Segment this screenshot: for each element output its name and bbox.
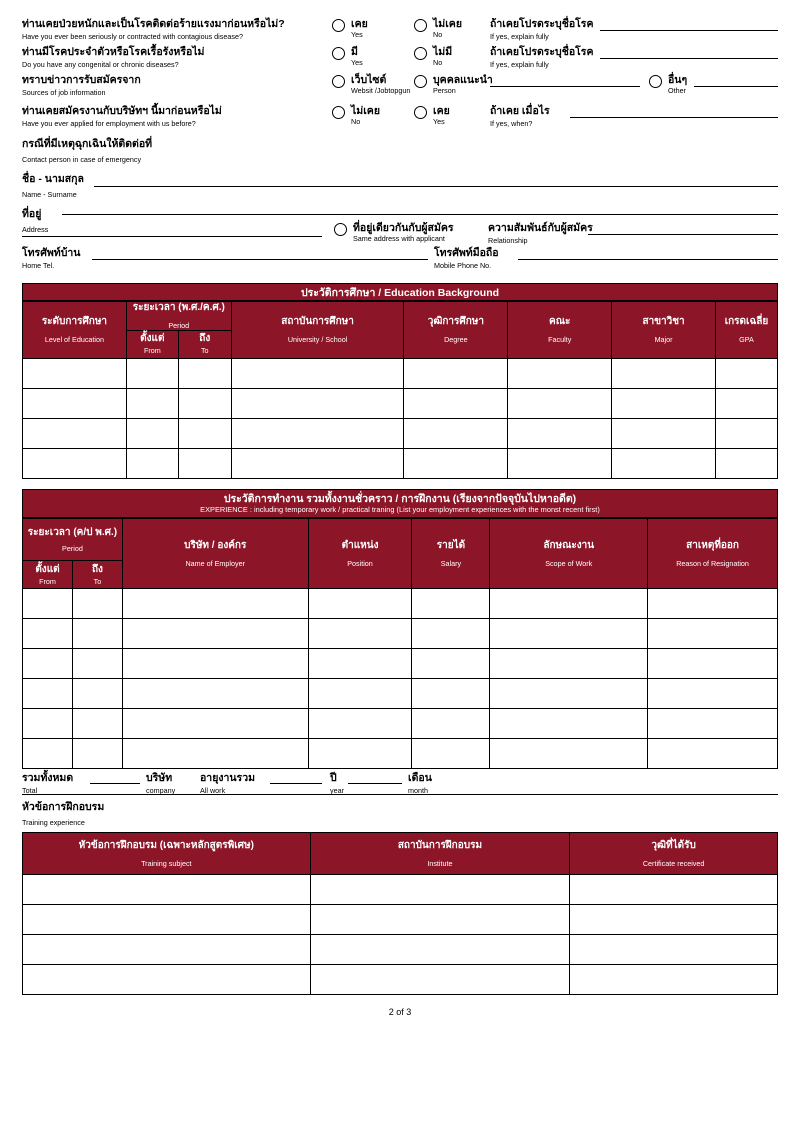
cell-to[interactable] [72, 679, 122, 709]
cell-to[interactable] [178, 358, 231, 388]
cell-certificate[interactable] [570, 965, 778, 995]
col-from-en: From [39, 577, 56, 587]
col-faculty [508, 302, 612, 359]
question-text-th: ท่านเคยป่วยหนักและเป็นโรคติดต่อร้ายแรงมาก่อนหรือไม่? [22, 18, 285, 30]
cell-from[interactable] [23, 709, 73, 739]
cell-employer[interactable] [122, 709, 308, 739]
table-row[interactable] [23, 619, 778, 649]
table-header-row [23, 833, 778, 875]
year-label-en: year [330, 786, 344, 796]
col-salary-en: Salary [440, 558, 462, 568]
cell-faculty[interactable] [508, 358, 612, 388]
followup-en: If yes, when? [490, 119, 533, 129]
cell-gpa[interactable] [715, 418, 777, 448]
col-period-to [72, 561, 122, 589]
col-training-subject [23, 833, 311, 875]
option-label-en: Other [668, 86, 686, 95]
option-label-en: Websit /Jobtopgun [351, 86, 411, 95]
table-row[interactable] [23, 358, 778, 388]
col-level-th: ระดับการศึกษา [41, 316, 108, 328]
same-address-label-th: ที่อยู่เดียวกันกับผู้สมัคร [353, 222, 454, 234]
question-row [22, 18, 778, 46]
emergency-address-label-en: Address [22, 225, 49, 234]
option-label-en: No [433, 30, 443, 39]
col-period-to [178, 330, 231, 358]
table-row[interactable] [23, 649, 778, 679]
cell-certificate[interactable] [570, 905, 778, 935]
option-label-th: เคย [351, 18, 368, 30]
cell-position[interactable] [308, 739, 412, 769]
cell-from[interactable] [126, 418, 178, 448]
col-period-en: Period [62, 543, 83, 553]
col-scope [490, 519, 648, 589]
followup-th: ถ้าเคย เมื่อไร [490, 105, 550, 117]
table-row[interactable] [23, 905, 778, 935]
col-from-th: ตั้งแต่ [140, 332, 165, 344]
cell-employer[interactable] [122, 679, 308, 709]
col-period [126, 302, 231, 331]
col-period-th: ระยะเวลา (พ.ศ./ค.ศ.) [132, 302, 225, 314]
table-row[interactable] [23, 935, 778, 965]
total-company-line[interactable] [90, 783, 140, 784]
cell-from[interactable] [23, 649, 73, 679]
col-reason-th: สาเหตุที่ออก [686, 540, 739, 552]
col-scope-en: Scope of Work [545, 558, 593, 568]
table-row[interactable] [23, 679, 778, 709]
cell-level[interactable] [23, 448, 127, 478]
question-text-th: ท่านมีโรคประจำตัวหรือโรคเรื้อรังหรือไม่ [22, 46, 205, 58]
radio-icon[interactable] [332, 19, 345, 32]
option-label-th: ไม่มี [433, 46, 453, 58]
cell-school[interactable] [231, 448, 404, 478]
col-faculty-th: คณะ [549, 316, 571, 328]
cell-reason[interactable] [648, 679, 778, 709]
cell-reason[interactable] [648, 709, 778, 739]
year-label [330, 772, 344, 795]
cell-subject[interactable] [23, 965, 311, 995]
option-label-th: เว็บไซต์ [351, 74, 387, 86]
option-label-en: Yes [433, 117, 445, 126]
allwork-label [200, 772, 255, 795]
option-label-en: Yes [351, 58, 363, 67]
allwork-label-en: All work [200, 786, 226, 796]
col-major-en: Major [654, 334, 673, 344]
education-table [22, 301, 778, 479]
question-text-en: Have you ever applied for employment with us before? [22, 119, 196, 129]
company-label-en: company [146, 786, 176, 796]
col-salary-th: รายได้ [436, 540, 466, 552]
col-gpa [715, 302, 777, 359]
cell-school[interactable] [231, 388, 404, 418]
col-school [231, 302, 404, 359]
followup-th: ถ้าเคยโปรดระบุชื่อโรค [490, 46, 594, 58]
question-label [22, 105, 322, 128]
col-period-from [23, 561, 73, 589]
cell-reason[interactable] [648, 619, 778, 649]
cell-school[interactable] [231, 418, 404, 448]
col-degree [404, 302, 508, 359]
question-row [22, 105, 778, 133]
col-institute [310, 833, 570, 875]
emergency-title-th: กรณีที่มีเหตุฉุกเฉินให้ติดต่อที่ [22, 138, 153, 150]
allwork-year-line[interactable] [270, 783, 322, 784]
cell-level[interactable] [23, 388, 127, 418]
emergency-title-en: Contact person in case of emergency [22, 155, 142, 164]
emergency-address-line-2[interactable] [22, 236, 322, 237]
company-label-th: บริษัท [146, 772, 173, 785]
cell-position[interactable] [308, 589, 412, 619]
experience-total-row [22, 772, 778, 796]
cell-from[interactable] [23, 679, 73, 709]
month-label-th: เดือน [408, 772, 432, 785]
col-period [23, 519, 123, 561]
relationship-label-th: ความสัมพันธ์กับผู้สมัคร [488, 222, 593, 234]
col-school-th: สถาบันการศึกษา [281, 316, 354, 328]
cell-reason[interactable] [648, 589, 778, 619]
col-certificate-th: วุฒิที่ได้รับ [651, 840, 696, 852]
home-tel-label-th: โทรศัพท์บ้าน [22, 247, 81, 259]
cell-gpa[interactable] [715, 388, 777, 418]
table-row[interactable] [23, 739, 778, 769]
cell-scope[interactable] [490, 679, 648, 709]
option-label-en: Person [433, 86, 456, 95]
cell-school[interactable] [231, 358, 404, 388]
col-employer [122, 519, 308, 589]
col-degree-th: วุฒิการศึกษา [427, 316, 485, 328]
emergency-address-line-1[interactable] [62, 214, 778, 215]
month-label [408, 772, 432, 795]
total-label-en: Total [22, 786, 38, 796]
cell-degree[interactable] [404, 358, 508, 388]
col-gpa-en: GPA [739, 334, 754, 344]
radio-icon[interactable] [334, 223, 347, 236]
training-title-th: หัวข้อการฝึกอบรม [22, 801, 105, 814]
mobile-label-en: Mobile Phone No. [434, 261, 492, 271]
mobile-label-th: โทรศัพท์มือถือ [434, 247, 499, 259]
cell-scope[interactable] [490, 709, 648, 739]
table-row[interactable] [23, 418, 778, 448]
option-label-en: No [433, 58, 443, 67]
question-label [22, 46, 322, 69]
col-to-en: To [93, 577, 102, 587]
col-employer-th: บริษัท / องค์กร [184, 540, 247, 552]
cell-from[interactable] [126, 448, 178, 478]
col-major [612, 302, 716, 359]
cell-from[interactable] [23, 589, 73, 619]
cell-to[interactable] [72, 739, 122, 769]
cell-gpa[interactable] [715, 448, 777, 478]
question-text-en: Have you ever been seriously or contracted with contagious disease? [22, 32, 243, 42]
col-degree-en: Degree [444, 334, 468, 344]
cell-subject[interactable] [23, 875, 311, 905]
question-text-en: Sources of job information [22, 88, 106, 98]
cell-certificate[interactable] [570, 875, 778, 905]
cell-institute[interactable] [310, 875, 570, 905]
col-salary [412, 519, 490, 589]
cell-position[interactable] [308, 709, 412, 739]
cell-salary[interactable] [412, 619, 490, 649]
relationship-label [488, 222, 593, 245]
col-reason [648, 519, 778, 589]
question-label [22, 74, 322, 97]
cell-salary[interactable] [412, 679, 490, 709]
relationship-line[interactable] [588, 234, 778, 235]
radio-icon[interactable] [332, 106, 345, 119]
cell-to[interactable] [72, 709, 122, 739]
training-title-en: Training experience [22, 818, 85, 828]
mobile-line[interactable] [518, 259, 778, 260]
total-label [22, 772, 73, 795]
month-label-en: month [408, 786, 428, 796]
radio-icon[interactable] [332, 47, 345, 60]
followup-en: If yes, explain fully [490, 60, 549, 70]
question-row [22, 74, 778, 105]
cell-salary[interactable] [412, 739, 490, 769]
col-employer-en: Name of Employer [185, 558, 245, 568]
table-row[interactable] [23, 589, 778, 619]
experience-table [22, 518, 778, 769]
cell-reason[interactable] [648, 649, 778, 679]
education-banner-text: ประวัติการศึกษา / Education Background [300, 287, 500, 299]
emergency-name-label-en: Name - Surname [22, 190, 77, 199]
col-period-th: ระยะเวลา (ค/ป พ.ศ.) [27, 527, 118, 539]
experience-banner-th: ประวัติการทำงาน รวมทั้งงานชั่วคราว / การฝึกงาน (เรียงจากปัจจุบันไปหาอดีต) [223, 492, 577, 505]
cell-to[interactable] [178, 418, 231, 448]
col-period-from [126, 330, 178, 358]
cell-faculty[interactable] [508, 418, 612, 448]
answer-line[interactable] [490, 86, 640, 87]
mobile-label [434, 247, 499, 270]
question-label [22, 18, 322, 41]
cell-salary[interactable] [412, 589, 490, 619]
table-row[interactable] [23, 875, 778, 905]
home-tel-label [22, 247, 80, 270]
emergency-name-label-th: ชื่อ - นามสกุล [22, 173, 84, 185]
col-position [308, 519, 412, 589]
cell-scope[interactable] [490, 589, 648, 619]
option-label-th: เคย [433, 105, 450, 117]
option-label-en: Yes [351, 30, 363, 39]
followup [490, 105, 550, 128]
training-table [22, 832, 778, 995]
question-text-en: Do you have any congenital or chronic diseases? [22, 60, 179, 70]
cell-major[interactable] [612, 418, 716, 448]
cell-degree[interactable] [404, 448, 508, 478]
radio-icon[interactable] [332, 75, 345, 88]
cell-to[interactable] [178, 448, 231, 478]
option-label-th: มี [351, 46, 358, 58]
cell-level[interactable] [23, 418, 127, 448]
questions-section [22, 18, 778, 133]
question-row [22, 46, 778, 74]
table-row[interactable] [23, 709, 778, 739]
same-address-label-en: Same address with applicant [353, 234, 445, 243]
allwork-month-line[interactable] [348, 783, 402, 784]
col-faculty-en: Faculty [548, 334, 572, 344]
radio-icon[interactable] [414, 19, 427, 32]
col-to-en: To [200, 346, 209, 356]
followup [490, 18, 593, 41]
col-from-en: From [143, 346, 161, 356]
cell-reason[interactable] [648, 739, 778, 769]
col-certificate [570, 833, 778, 875]
cell-subject[interactable] [23, 935, 311, 965]
cell-faculty[interactable] [508, 448, 612, 478]
home-tel-label-en: Home Tel. [22, 261, 55, 271]
page-number: 2 of 3 [388, 1007, 412, 1018]
col-position-en: Position [347, 558, 373, 568]
cell-gpa[interactable] [715, 358, 777, 388]
col-gpa-th: เกรดเฉลี่ย [724, 316, 769, 328]
cell-subject[interactable] [23, 905, 311, 935]
answer-line[interactable] [600, 30, 778, 31]
cell-major[interactable] [612, 448, 716, 478]
col-level [23, 302, 127, 359]
question-text-th: ท่านเคยสมัครงานกับบริษัทฯ นี้มาก่อนหรือไม่ [22, 105, 222, 117]
col-reason-en: Reason of Resignation [676, 558, 749, 568]
radio-icon[interactable] [414, 106, 427, 119]
table-header-row [23, 302, 778, 331]
col-to-th: ถึง [91, 563, 103, 575]
cell-scope[interactable] [490, 619, 648, 649]
experience-banner-en: EXPERIENCE : including temporary work / practical traning (List your employment experiences with the monst recent first) [200, 504, 600, 514]
question-text-th: ทราบข่าวการรับสมัครจาก [22, 74, 141, 86]
col-period-en: Period [168, 320, 190, 330]
col-position-th: ตำแหน่ง [341, 540, 379, 552]
cell-degree[interactable] [404, 388, 508, 418]
relationship-label-en: Relationship [488, 236, 528, 246]
radio-icon[interactable] [649, 75, 662, 88]
emergency-name-line[interactable] [94, 186, 778, 187]
cell-to[interactable] [72, 589, 122, 619]
cell-from[interactable] [23, 619, 73, 649]
cell-salary[interactable] [412, 709, 490, 739]
allwork-label-th: อายุงานรวม [200, 772, 256, 785]
col-institute-en: Institute [427, 858, 453, 868]
training-section [22, 798, 778, 995]
cell-level[interactable] [23, 358, 127, 388]
col-subject-en: Training subject [141, 858, 192, 868]
col-scope-th: ลักษณะงาน [543, 540, 595, 552]
option-label-th: อื่นๆ [668, 74, 688, 86]
answer-line[interactable] [570, 117, 778, 118]
option-label-th: ไม่เคย [351, 105, 380, 117]
emergency-address-label-th: ที่อยู่ [22, 208, 42, 220]
total-row-underline [22, 794, 778, 795]
cell-to[interactable] [72, 649, 122, 679]
experience-banner [22, 489, 778, 519]
col-institute-th: สถาบันการฝึกอบรม [397, 840, 483, 852]
cell-from[interactable] [23, 739, 73, 769]
followup-th: ถ้าเคยโปรดระบุชื่อโรค [490, 18, 594, 30]
col-level-en: Level of Education [44, 334, 104, 344]
cell-to[interactable] [178, 388, 231, 418]
cell-salary[interactable] [412, 649, 490, 679]
cell-position[interactable] [308, 649, 412, 679]
cell-from[interactable] [126, 358, 178, 388]
cell-employer[interactable] [122, 589, 308, 619]
cell-institute[interactable] [310, 905, 570, 935]
col-certificate-en: Certificate received [642, 858, 705, 868]
cell-major[interactable] [612, 388, 716, 418]
col-from-th: ตั้งแต่ [35, 563, 60, 575]
answer-line[interactable] [600, 58, 778, 59]
radio-icon[interactable] [414, 75, 427, 88]
option-label-th: ไม่เคย [433, 18, 462, 30]
followup [490, 46, 593, 69]
cell-faculty[interactable] [508, 388, 612, 418]
home-tel-line[interactable] [92, 259, 428, 260]
table-row[interactable] [23, 965, 778, 995]
cell-major[interactable] [612, 358, 716, 388]
cell-scope[interactable] [490, 739, 648, 769]
table-row[interactable] [23, 448, 778, 478]
company-label [146, 772, 175, 795]
answer-line-other[interactable] [694, 86, 778, 87]
education-banner [22, 283, 778, 301]
cell-employer[interactable] [122, 649, 308, 679]
cell-degree[interactable] [404, 418, 508, 448]
option-label-en: No [351, 117, 361, 126]
col-subject-th: หัวข้อการฝึกอบรม (เฉพาะหลักสูตรพิเศษ) [78, 840, 254, 852]
cell-position[interactable] [308, 619, 412, 649]
cell-institute[interactable] [310, 965, 570, 995]
cell-employer[interactable] [122, 739, 308, 769]
followup-en: If yes, explain fully [490, 32, 549, 42]
table-header-row [23, 519, 778, 561]
cell-employer[interactable] [122, 619, 308, 649]
cell-from[interactable] [126, 388, 178, 418]
radio-icon[interactable] [414, 47, 427, 60]
cell-scope[interactable] [490, 649, 648, 679]
cell-to[interactable] [72, 619, 122, 649]
col-major-th: สาขาวิชา [642, 316, 685, 328]
experience-section [22, 489, 778, 797]
cell-institute[interactable] [310, 935, 570, 965]
total-label-th: รวมทั้งหมด [22, 772, 74, 785]
table-row[interactable] [23, 388, 778, 418]
emergency-contact-section [22, 135, 778, 271]
education-section [22, 283, 778, 479]
col-to-th: ถึง [199, 332, 211, 344]
cell-certificate[interactable] [570, 935, 778, 965]
col-school-en: University / School [287, 334, 348, 344]
year-label-th: ปี [330, 772, 337, 785]
option-label-th: บุคคลแนะนำ [433, 74, 493, 86]
cell-position[interactable] [308, 679, 412, 709]
